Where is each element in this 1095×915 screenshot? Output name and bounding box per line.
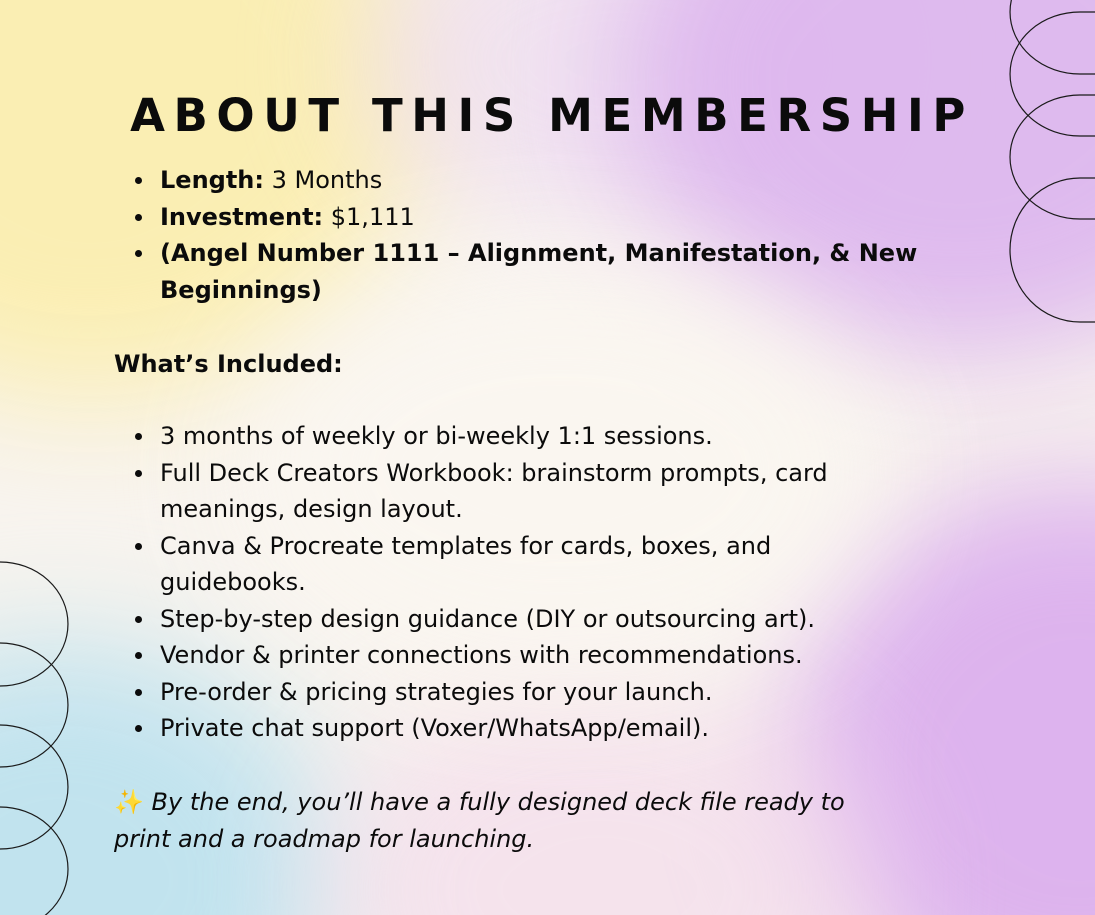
- detail-line: Beginnings): [160, 275, 322, 304]
- detail-angel-number: [114, 235, 964, 308]
- included-list: [114, 418, 964, 747]
- list-item: [114, 674, 964, 711]
- list-item: [114, 601, 964, 638]
- list-item-line: Vendor & printer connections with recommendations.: [160, 641, 803, 669]
- sparkles-icon: ✨: [114, 788, 144, 816]
- list-item: [114, 418, 964, 455]
- included-heading: What’s Included:: [114, 350, 343, 378]
- detail-investment: [114, 199, 964, 236]
- closing-line: By the end, you’ll have a fully designed deck file ready to: [143, 788, 845, 816]
- closing-line: print and a roadmap for launching.: [114, 824, 535, 853]
- detail-label: Investment:: [160, 202, 324, 231]
- list-item: [114, 455, 964, 528]
- detail-value: $1,111: [323, 202, 415, 231]
- detail-value: 3 Months: [264, 166, 383, 194]
- list-item-line: Step-by-step design guidance (DIY or outsourcing art).: [160, 604, 815, 633]
- list-item-line: Private chat support (Voxer/WhatsApp/email).: [160, 714, 709, 742]
- detail-line: (Angel Number 1111 – Alignment, Manifestation, & New: [160, 239, 918, 267]
- list-item-line: Pre-order & pricing strategies for your launch.: [160, 677, 713, 706]
- detail-label: Length:: [160, 166, 264, 194]
- membership-details-list: [114, 162, 964, 308]
- list-item: [114, 637, 964, 674]
- list-item-line: Full Deck Creators Workbook: brainstorm prompts, card: [160, 458, 828, 487]
- detail-length: [114, 162, 964, 199]
- closing-statement: [114, 784, 845, 857]
- list-item-line: guidebooks.: [160, 568, 306, 596]
- list-item-line: 3 months of weekly or bi-weekly 1:1 sessions.: [160, 422, 713, 450]
- list-item-line: meanings, design layout.: [160, 495, 463, 523]
- list-item: [114, 710, 964, 747]
- list-item-line: Canva & Procreate templates for cards, boxes, and: [160, 531, 772, 560]
- list-item: [114, 528, 964, 601]
- page-title: ABOUT THIS MEMBERSHIP: [130, 89, 974, 142]
